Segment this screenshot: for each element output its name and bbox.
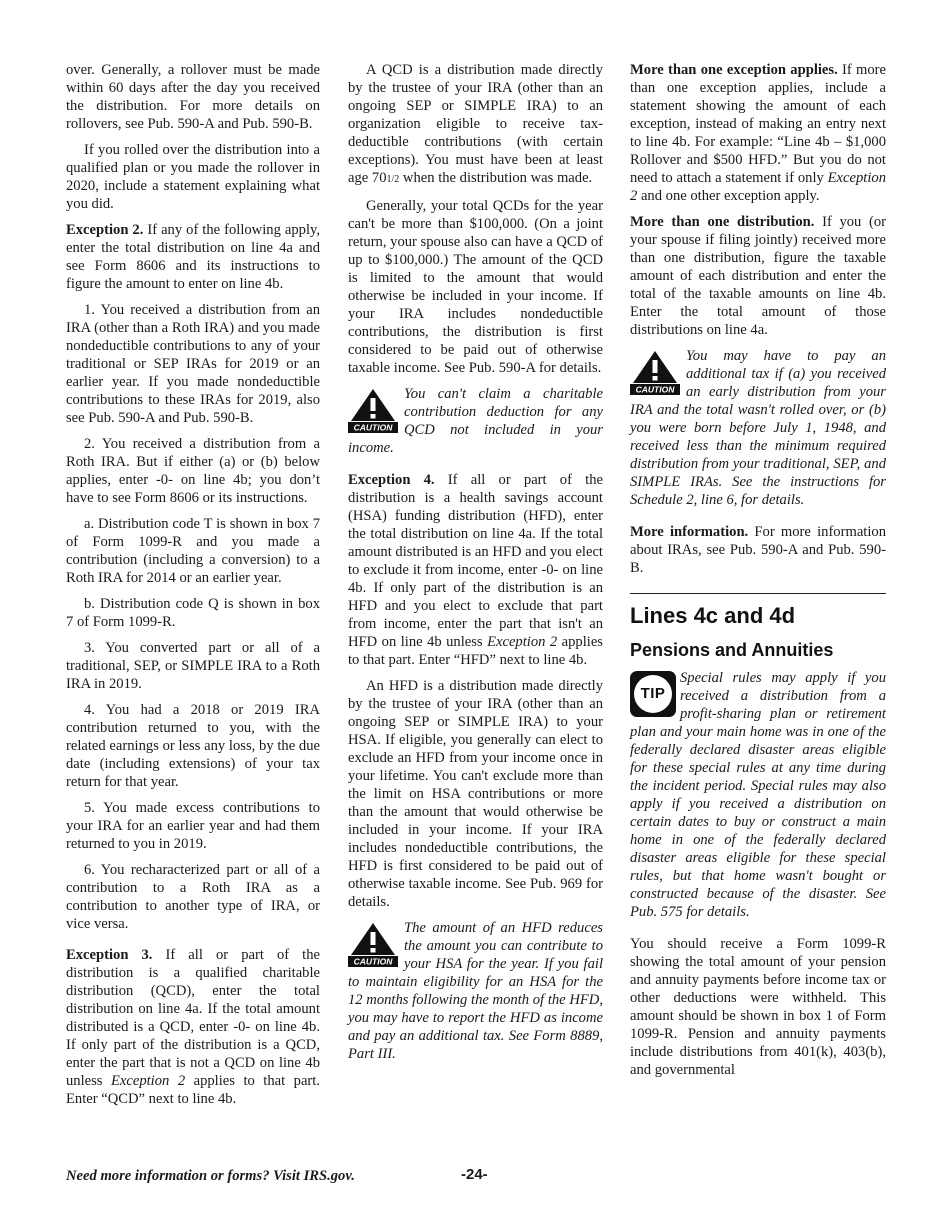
tip-icon bbox=[630, 671, 676, 717]
list-item: 6. You recharacterized part or all of a contribution to a Roth IRA as a contribution to another type of IRA, or vice versa. bbox=[66, 862, 320, 932]
section-title: Lines 4c and 4d bbox=[630, 603, 796, 628]
caution-icon-graphic bbox=[348, 387, 398, 433]
more-information-paragraph: More information. For more information about IRAs, see Pub. 590-A and Pub. 590-B. bbox=[630, 524, 886, 576]
list-item: 5. You made excess contributions to your IRA for an earlier year and had them returned to you in 2019. bbox=[66, 800, 320, 852]
paragraph: An HFD is a distribution made directly by the trustee of your IRA (other than an ongoing SEP or SIMPLE IRA) to your HSA. If eligible, you generally can elect to exclude an HFD from your income once in your lifetime. You can't exclude more than the limit on HSA contributions or more than the amount that would otherwise be included in your income. If your IRA includes nondeductible contributions, the HFD is first considered to be paid out of otherwise taxable income. See Pub. 969 for details. bbox=[348, 678, 603, 910]
more-distributions-paragraph: More than one distribution. If you (or your spouse if filing jointly) received more than one distribution, figure the taxable amount of each distribution and enter the total of the taxable amounts on line 4b. Enter the total amount of those distributions on line 4a. bbox=[630, 214, 886, 338]
more-exceptions-paragraph: More than one exception applies. If more than one exception applies, include a statement showing the amount of each exception, instead of making an entry next to line 4b. For example: “Line 4b – $1,000 Rollover and $500 HFD.” But you do not need to attach a statement if only Exception 2 and one other exception apply. bbox=[630, 62, 886, 204]
caution-icon bbox=[348, 921, 398, 967]
column-1 bbox=[66, 61, 320, 1116]
caution-note: CAUTION The amount of an HFD reduces the amount you can contribute to your HSA for the year. If you fail to maintain eligibility for an HSA for the 12 months following the month of the HFD, you may have to report the HFD as income and pay an additional tax. See Form 8889, Part III. bbox=[348, 920, 603, 1062]
list-item: 2. You received a distribution from a Roth IRA. But if either (a) or (b) below applies, enter -0- on line 4b; you don’t have to see Form 8606 or its instructions. bbox=[66, 436, 320, 506]
exception-3-paragraph: Exception 3. If all or part of the distribution is a qualified charitable distribution (QCD), enter the total distribution on line 4a. If the total amount distributed is a QCD, enter -0- on line 4b. If only part of the distribution is a QCD, enter the part that is not a QCD on line 4b unless Exception 2 applies to that part. Enter “QCD” next to line 4b. bbox=[66, 947, 320, 1107]
exception-2-paragraph: Exception 2. If any of the following apply, enter the total distribution on line 4a and see Form 8606 and its instructions to figure the amount to enter on line 4b. bbox=[66, 222, 320, 292]
paragraph: A QCD is a distribution made directly by the trustee of your IRA (other than an ongoing SEP or SIMPLE IRA) to an organization eligible to receive tax-deductible contributions (with certain exceptions). You must have been at least age 701/2 when the distribution was made. bbox=[348, 62, 603, 186]
caution-icon bbox=[630, 349, 680, 395]
caution-icon-graphic bbox=[348, 921, 398, 967]
column-2 bbox=[348, 61, 603, 1077]
paragraph: over. Generally, a rollover must be made within 60 days after the day you received the distribution. For more details on rollovers, see Pub. 590-A and Pub. 590-B. bbox=[66, 62, 320, 132]
exception-4-paragraph: Exception 4. If all or part of the distribution is a health savings account (HSA) funding distribution (HFD), enter the total distribution on line 4a. If the total amount distributed is an HFD and you elect to exclude it from income, enter -0- on line 4b. If only part of the distribution is an HFD and you elect to exclude that part from income, enter the part that isn't an HFD on line 4b unless Exception 2 applies to that part. Enter “HFD” next to line 4b. bbox=[348, 472, 603, 668]
exception-3-heading: Exception 3. bbox=[66, 947, 153, 963]
paragraph: Generally, your total QCDs for the year can't be more than $100,000. (On a joint return, your spouse also can have a QCD of up to $100,000.) The amount of the QCD is limited to the amount that would otherwise be included in your income. If your IRA includes nondeductible contributions, the distribution is first considered to be paid out of otherwise taxable income. See Pub. 590-A for details. bbox=[348, 198, 603, 376]
paragraph: If you rolled over the distribution into a qualified plan or you made the rollover in 2020, include a statement explaining what you did. bbox=[66, 142, 320, 212]
list-item: 1. You received a distribution from an IRA (other than a Roth IRA) and you made nondeductible contributions to any of your traditional or SEP IRAs for 2019 or an earlier year. If you made nondeductible contributions to these IRAs for 2019, also see Pub. 590-A and Pub. 590-B. bbox=[66, 302, 320, 426]
caution-icon-graphic bbox=[630, 349, 680, 395]
caution-note: CAUTION You can't claim a charitable contribution deduction for any QCD not included in your income. bbox=[348, 386, 603, 456]
list-item: 3. You converted part or all of a traditional, SEP, or SIMPLE IRA to a Roth IRA in 2019. bbox=[66, 640, 320, 692]
tip-note: TIP Special rules may apply if you received a distribution from a profit-sharing plan or retirement plan and your main home was in one of the federally declared disaster areas eligible for these special rules at any time during the incident period. Special rules may also apply if you received a distribution on certain dates to buy or construct a main home in one of the federally declared disaster areas eligible for these special rules, but that home wasn't bought or constructed because of the disaster. See Pub. 575 for details. bbox=[630, 670, 886, 920]
more-information-heading: More information. bbox=[630, 524, 749, 540]
caution-note: CAUTION You may have to pay an additional tax if (a) you received an early distribution from your IRA and the total wasn't rolled over, or (b) you were born before July 1, 1948, and received less than the minimum required distribution from your traditional, SEP, and SIMPLE IRAs. See the instructions for Schedule 2, line 6, for details. bbox=[630, 348, 886, 508]
caution-label: CAUTION bbox=[635, 384, 675, 395]
more-exceptions-heading: More than one exception applies. bbox=[630, 62, 838, 78]
paragraph: You should receive a Form 1099-R showing the total amount of your pension and annuity payments before income tax or other deductions were withheld. This amount should be shown in box 1 of Form 1099-R. Pension and annuity payments include distributions from 401(k), 403(b), and governmental bbox=[630, 936, 886, 1078]
list-item: b. Distribution code Q is shown in box 7 of Form 1099-R. bbox=[66, 596, 320, 630]
tip-label: TIP bbox=[634, 675, 672, 713]
more-distributions-heading: More than one distribution. bbox=[630, 214, 815, 230]
exception-4-heading: Exception 4. bbox=[348, 472, 435, 488]
caution-icon bbox=[348, 387, 398, 433]
page-number: -24- bbox=[461, 1166, 488, 1183]
subsection-title: Pensions and Annuities bbox=[630, 640, 834, 660]
caution-label: CAUTION bbox=[353, 422, 393, 433]
section-divider bbox=[630, 593, 886, 594]
exception-2-heading: Exception 2. bbox=[66, 222, 144, 238]
list-item: a. Distribution code T is shown in box 7 of Form 1099-R and you made a contribution (including a conversion) to a Roth IRA for 2014 or an earlier year. bbox=[66, 516, 320, 586]
caution-label: CAUTION bbox=[353, 956, 393, 967]
footer-help-text: Need more information or forms? Visit IRS.gov. bbox=[66, 1168, 355, 1184]
column-3 bbox=[630, 61, 886, 1087]
list-item: 4. You had a 2018 or 2019 IRA contribution returned to you, with the related earnings or less any loss, by the due date (including extensions) of your tax return for that year. bbox=[66, 702, 320, 790]
